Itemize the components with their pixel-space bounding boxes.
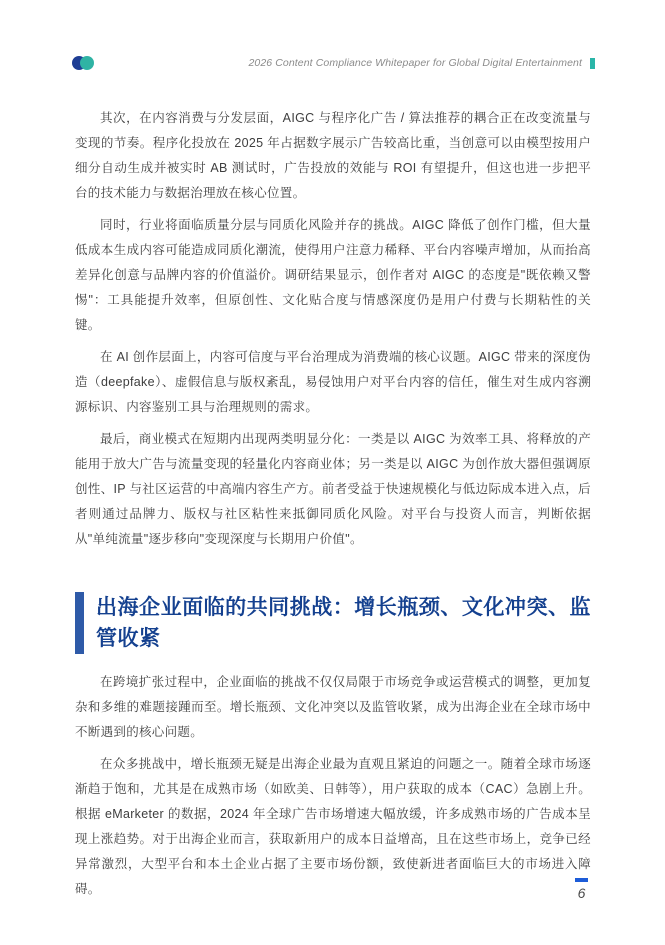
page-header xyxy=(72,52,595,74)
heading-accent-bar-icon xyxy=(75,592,84,654)
section-paragraph-1: 在跨境扩张过程中，企业面临的挑战不仅仅局限于市场竞争或运营模式的调整，更加复杂和多维的难题接踵而至。增长瓶颈、文化冲突以及监管收紧，成为出海企业在全球市场中不断遇到的核心问题。 xyxy=(75,675,591,739)
intro-paragraph-2: 同时，行业将面临质量分层与同质化风险并存的挑战。AIGC 降低了创作门槛，但大量低成本生成内容可能造成同质化潮流，使得用户注意力稀释、平台内容噪声增加，从而抬高差异化创意与品牌内容的价值溢价。调研结果显示，创作者对 AIGC 的态度是"既依赖又警惕"：工具能提升效率，但原创性、文化贴合度与情感深度仍是用户付费与长期粘性的关键。 xyxy=(75,218,591,332)
header-title: 2026 Content Compliance Whitepaper for Global Digital Entertainment xyxy=(248,57,582,69)
brand-logo-icon xyxy=(72,56,94,71)
intro-paragraph-4: 最后，商业模式在短期内出现两类明显分化：一类是以 AIGC 为效率工具、将释放的产能用于放大广告与流量变现的轻量化内容商业体；另一类是以 AIGC 为创作放大器但强调原创性、IP 与社区运营的中高端内容生产方。前者受益于快速规模化与低边际成本进入点，后者则通过品牌力、版权与社区粘性来抵御同质化风险。对平台与投资人而言，判断依据从"单纯流量"逐步移向"变现深度与长期用户价值"。 xyxy=(75,432,591,546)
footer-accent-bar-icon xyxy=(575,878,588,882)
section-heading-text: 出海企业面临的共同挑战：增长瓶颈、文化冲突、监管收紧 xyxy=(96,596,591,650)
header-accent-bar-icon xyxy=(590,58,595,69)
header-right-group xyxy=(248,57,595,69)
page-footer xyxy=(575,878,588,901)
logo-teal-circle-icon xyxy=(80,56,94,70)
intro-paragraph-3: 在 AI 创作层面上，内容可信度与平台治理成为消费端的核心议题。AIGC 带来的深度伪造（deepfake）、虚假信息与版权紊乱，易侵蚀用户对平台内容的信任，催生对生成内容溯源标识、内容鉴别工具与治理规则的需求。 xyxy=(75,350,591,414)
section-paragraph-2: 在众多挑战中，增长瓶颈无疑是出海企业最为直观且紧迫的问题之一。随着全球市场逐渐趋于饱和，尤其是在成熟市场（如欧美、日韩等），用户获取的成本（CAC）急剧上升。根据 eMarketer 的数据，2024 年全球广告市场增速大幅放缓，许多成熟市场的广告成本呈现上涨趋势。对于出海企业而言，获取新用户的成本日益增高，且在这些市场上，竞争已经异常激烈，大型平台和本土企业占据了主要市场份额，致使新进者面临巨大的市场进入障碍。 xyxy=(75,757,591,896)
section-heading xyxy=(75,592,591,654)
document-content xyxy=(75,106,591,909)
intro-paragraph-1: 其次，在内容消费与分发层面，AIGC 与程序化广告 / 算法推荐的耦合正在改变流量与变现的节奏。程序化投放在 2025 年占据数字展示广告较高比重，当创意可以由模型按用户细分自动生成并被实时 AB 测试时，广告投放的效能与 ROI 有望提升，但这也进一步把平台的技术能力与数据治理放在核心位置。 xyxy=(75,111,591,200)
page-number: 6 xyxy=(577,885,586,901)
